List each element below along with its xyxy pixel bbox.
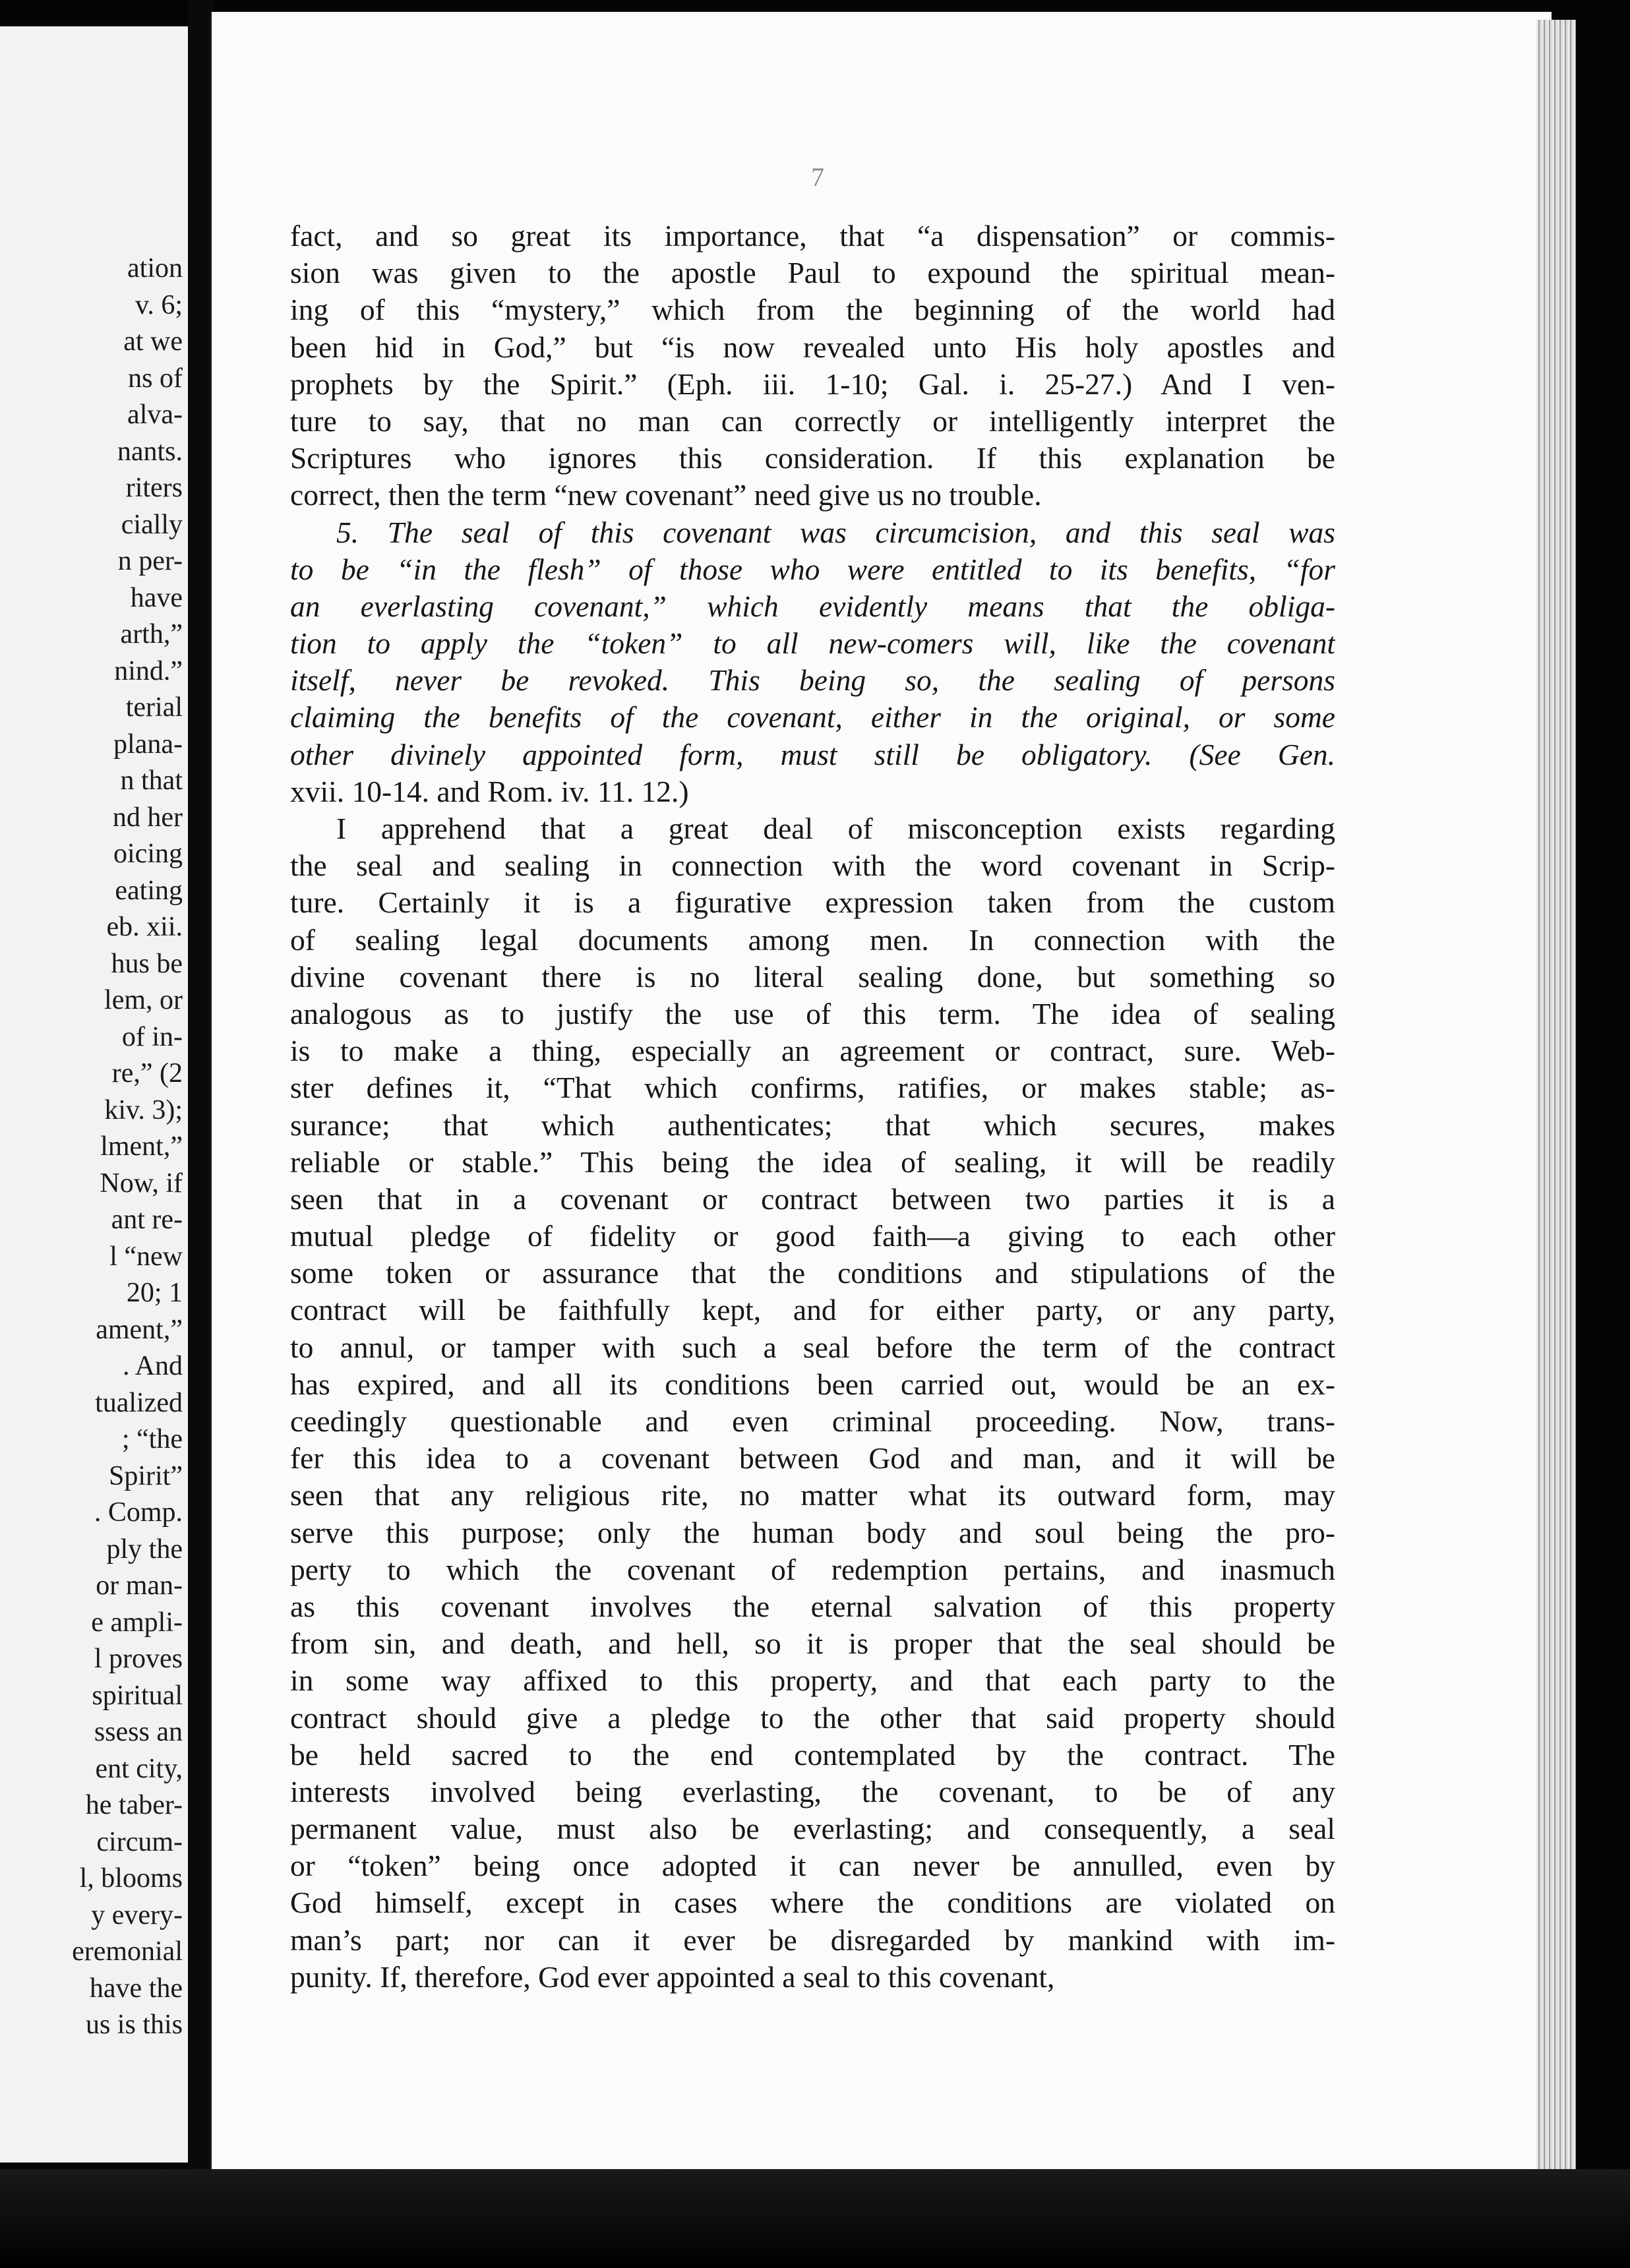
text-line: reliable or stable.” This being the idea of sealing, it will be readily [290,1145,1335,1179]
text-line: is to make a thing, especially an agreement or contract, sure. Web- [290,1034,1335,1068]
text-line: of sealing legal documents among men. In connection with the [290,922,1335,957]
left-page-line: nd her [112,802,183,833]
text-line: 5. The seal of this covenant was circumcision, and this seal was [336,515,1335,549]
left-page-line: . Comp. [94,1497,183,1528]
left-page-line: nants. [117,436,183,467]
left-page-line: nind.” [114,655,183,686]
left-page-line: y every- [91,1899,183,1930]
text-line: God himself, except in cases where the conditions are violated on [290,1886,1335,1920]
left-page-text [5,251,183,2044]
text-line: tion to apply the “token” to all new-comers will, like the covenant [290,626,1335,661]
text-line: an everlasting covenant,” which evidently means that the obliga- [290,589,1335,623]
text-line: fer this idea to a covenant between God and man, and it will be [290,1441,1335,1476]
left-facing-page [0,26,191,2163]
left-page-line: ; “the [121,1424,183,1454]
text-line: in some way affixed to this property, and that each party to the [290,1663,1335,1698]
left-page-line: Now, if [100,1168,183,1199]
left-page-line: n that [120,765,183,796]
text-line: sion was given to the apostle Paul to expound the spiritual mean- [290,256,1335,290]
text-line: ing of this “mystery,” which from the beginning of the world had [290,293,1335,327]
text-line: ture to say, that no man can correctly or intelligently interpret the [290,403,1335,438]
text-line: interests involved being everlasting, the covenant, to be of any [290,1774,1335,1808]
left-page-line: lment,” [100,1131,183,1162]
left-page-line: or man- [96,1570,183,1601]
text-line: has expired, and all its conditions been carried out, would be an ex- [290,1367,1335,1401]
left-page-line: ament,” [96,1314,183,1345]
text-line: ceedingly questionable and even criminal proceeding. Now, trans- [290,1404,1335,1438]
left-page-line: re,” (2 [111,1058,183,1089]
left-page-line: ation [127,253,183,284]
left-page-line: Spirit” [109,1460,183,1491]
left-page-line: riters [125,473,183,503]
text-line: some token or assurance that the conditions and stipulations of the [290,1256,1335,1290]
text-line: ture. Certainly it is a figurative expression taken from the custom [290,885,1335,920]
left-page-line: ply the [106,1534,183,1565]
text-line: itself, never be revoked. This being so, the sealing of persons [290,663,1335,698]
left-page-line: have [130,582,183,613]
body-text [290,218,1335,1996]
text-line: seen that in a covenant or contract between two parties it is a [290,1181,1335,1216]
text-line: I apprehend that a great deal of misconception exists regarding [336,812,1335,845]
left-page-line: l proves [94,1644,183,1674]
left-page-line: l “new [109,1241,183,1272]
text-line: ster defines it, “That which confirms, ratifies, or makes stable; as- [290,1071,1335,1105]
text-line: fact, and so great its importance, that “a dispensation” or commis- [290,219,1335,253]
text-line: the seal and sealing in connection with the word covenant in Scrip- [290,849,1335,883]
left-page-line: eb. xii. [106,912,183,942]
text-line: or “token” being once adopted it can never be annulled, even by [290,1849,1335,1883]
text-line: Scriptures who ignores this consideration. If this explanation be [290,441,1335,475]
text-line: punity. If, therefore, God ever appointed a seal to this covenant, [290,1959,1055,1994]
left-page-line: arth,” [120,619,183,649]
text-line: analogous as to justify the use of this term. The idea of sealing [290,996,1335,1030]
text-line: serve this purpose; only the human body and soul being the pro- [290,1515,1335,1549]
left-page-line: he taber- [85,1790,183,1820]
left-page-line: of in- [121,1021,183,1052]
text-line: as this covenant involves the eternal salvation of this property [290,1589,1335,1623]
text-line: xvii. 10-14. and Rom. iv. 11. 12.) [290,774,689,808]
text-line: contract will be faithfully kept, and for either party, or any party, [290,1293,1335,1327]
left-page-line: spiritual [92,1680,183,1711]
text-line: other divinely appointed form, must still be obligatory. (See Gen. [290,737,1335,771]
left-page-line: tualized [95,1387,183,1418]
left-page-line: v. 6; [135,289,183,320]
left-page-line: l, blooms [79,1863,183,1894]
text-line: correct, then the term “new covenant” need give us no trouble. [290,478,1042,512]
left-page-line: ant re- [111,1205,183,1235]
left-page-line: lem, or [104,985,183,1015]
left-page-line: hus be [111,948,183,979]
page-edges [1536,20,1576,2169]
text-line: seen that any religious rite, no matter what its outward form, may [290,1478,1335,1512]
left-page-line: eating [115,875,183,906]
text-line: be held sacred to the end contemplated by the contract. The [290,1737,1335,1772]
left-page-line: at we [123,326,183,357]
text-line: perty to which the covenant of redemption pertains, and inasmuch [290,1552,1335,1586]
text-line: permanent value, must also be everlasting; and consequently, a seal [290,1812,1335,1846]
text-line: from sin, and death, and hell, so it is proper that the seal should be [290,1626,1335,1661]
left-page-line: 20; 1 [126,1278,183,1308]
left-page-line: ent city, [95,1753,183,1784]
text-line: surance; that which authenticates; that which secures, makes [290,1108,1335,1142]
left-page-line: ssess an [94,1717,183,1747]
text-line: contract should give a pledge to the other that said property should [290,1700,1335,1735]
left-page-line: oicing [113,839,183,869]
text-line: been hid in God,” but “is now revealed unto His holy apostles and [290,330,1335,364]
left-page-line: ns of [128,363,183,394]
text-line: mutual pledge of fidelity or good faith—a giving to each other [290,1219,1335,1253]
left-page-line: cially [121,509,183,540]
bottom-shadow [0,2169,1630,2268]
text-line: to be “in the flesh” of those who were entitled to its benefits, “for [290,552,1335,586]
left-page-line: circum- [96,1826,183,1857]
left-page-line: kiv. 3); [104,1094,183,1125]
text-line: prophets by the Spirit.” (Eph. iii. 1-10; Gal. i. 25-27.) And I ven- [290,367,1335,401]
text-line: to annul, or tamper with such a seal before the term of the contract [290,1330,1335,1364]
text-line: man’s part; nor can it ever be disregarded by mankind with im- [290,1923,1335,1957]
left-page-line: n per- [117,546,183,576]
text-line: divine covenant there is no literal sealing done, but something so [290,959,1335,994]
left-page-line: alva- [127,400,183,430]
page-number: 7 [811,162,827,192]
left-page-line: eremonial [72,1936,183,1967]
left-page-line: have the [89,1973,183,2004]
left-page-line: plana- [113,729,183,760]
left-page-line: . And [122,1351,183,1381]
left-page-line: e ampli- [91,1607,183,1638]
left-page-line: us is this [85,2010,183,2040]
text-line: claiming the benefits of the covenant, either in the original, or some [290,700,1335,734]
left-page-line: terial [125,692,183,723]
